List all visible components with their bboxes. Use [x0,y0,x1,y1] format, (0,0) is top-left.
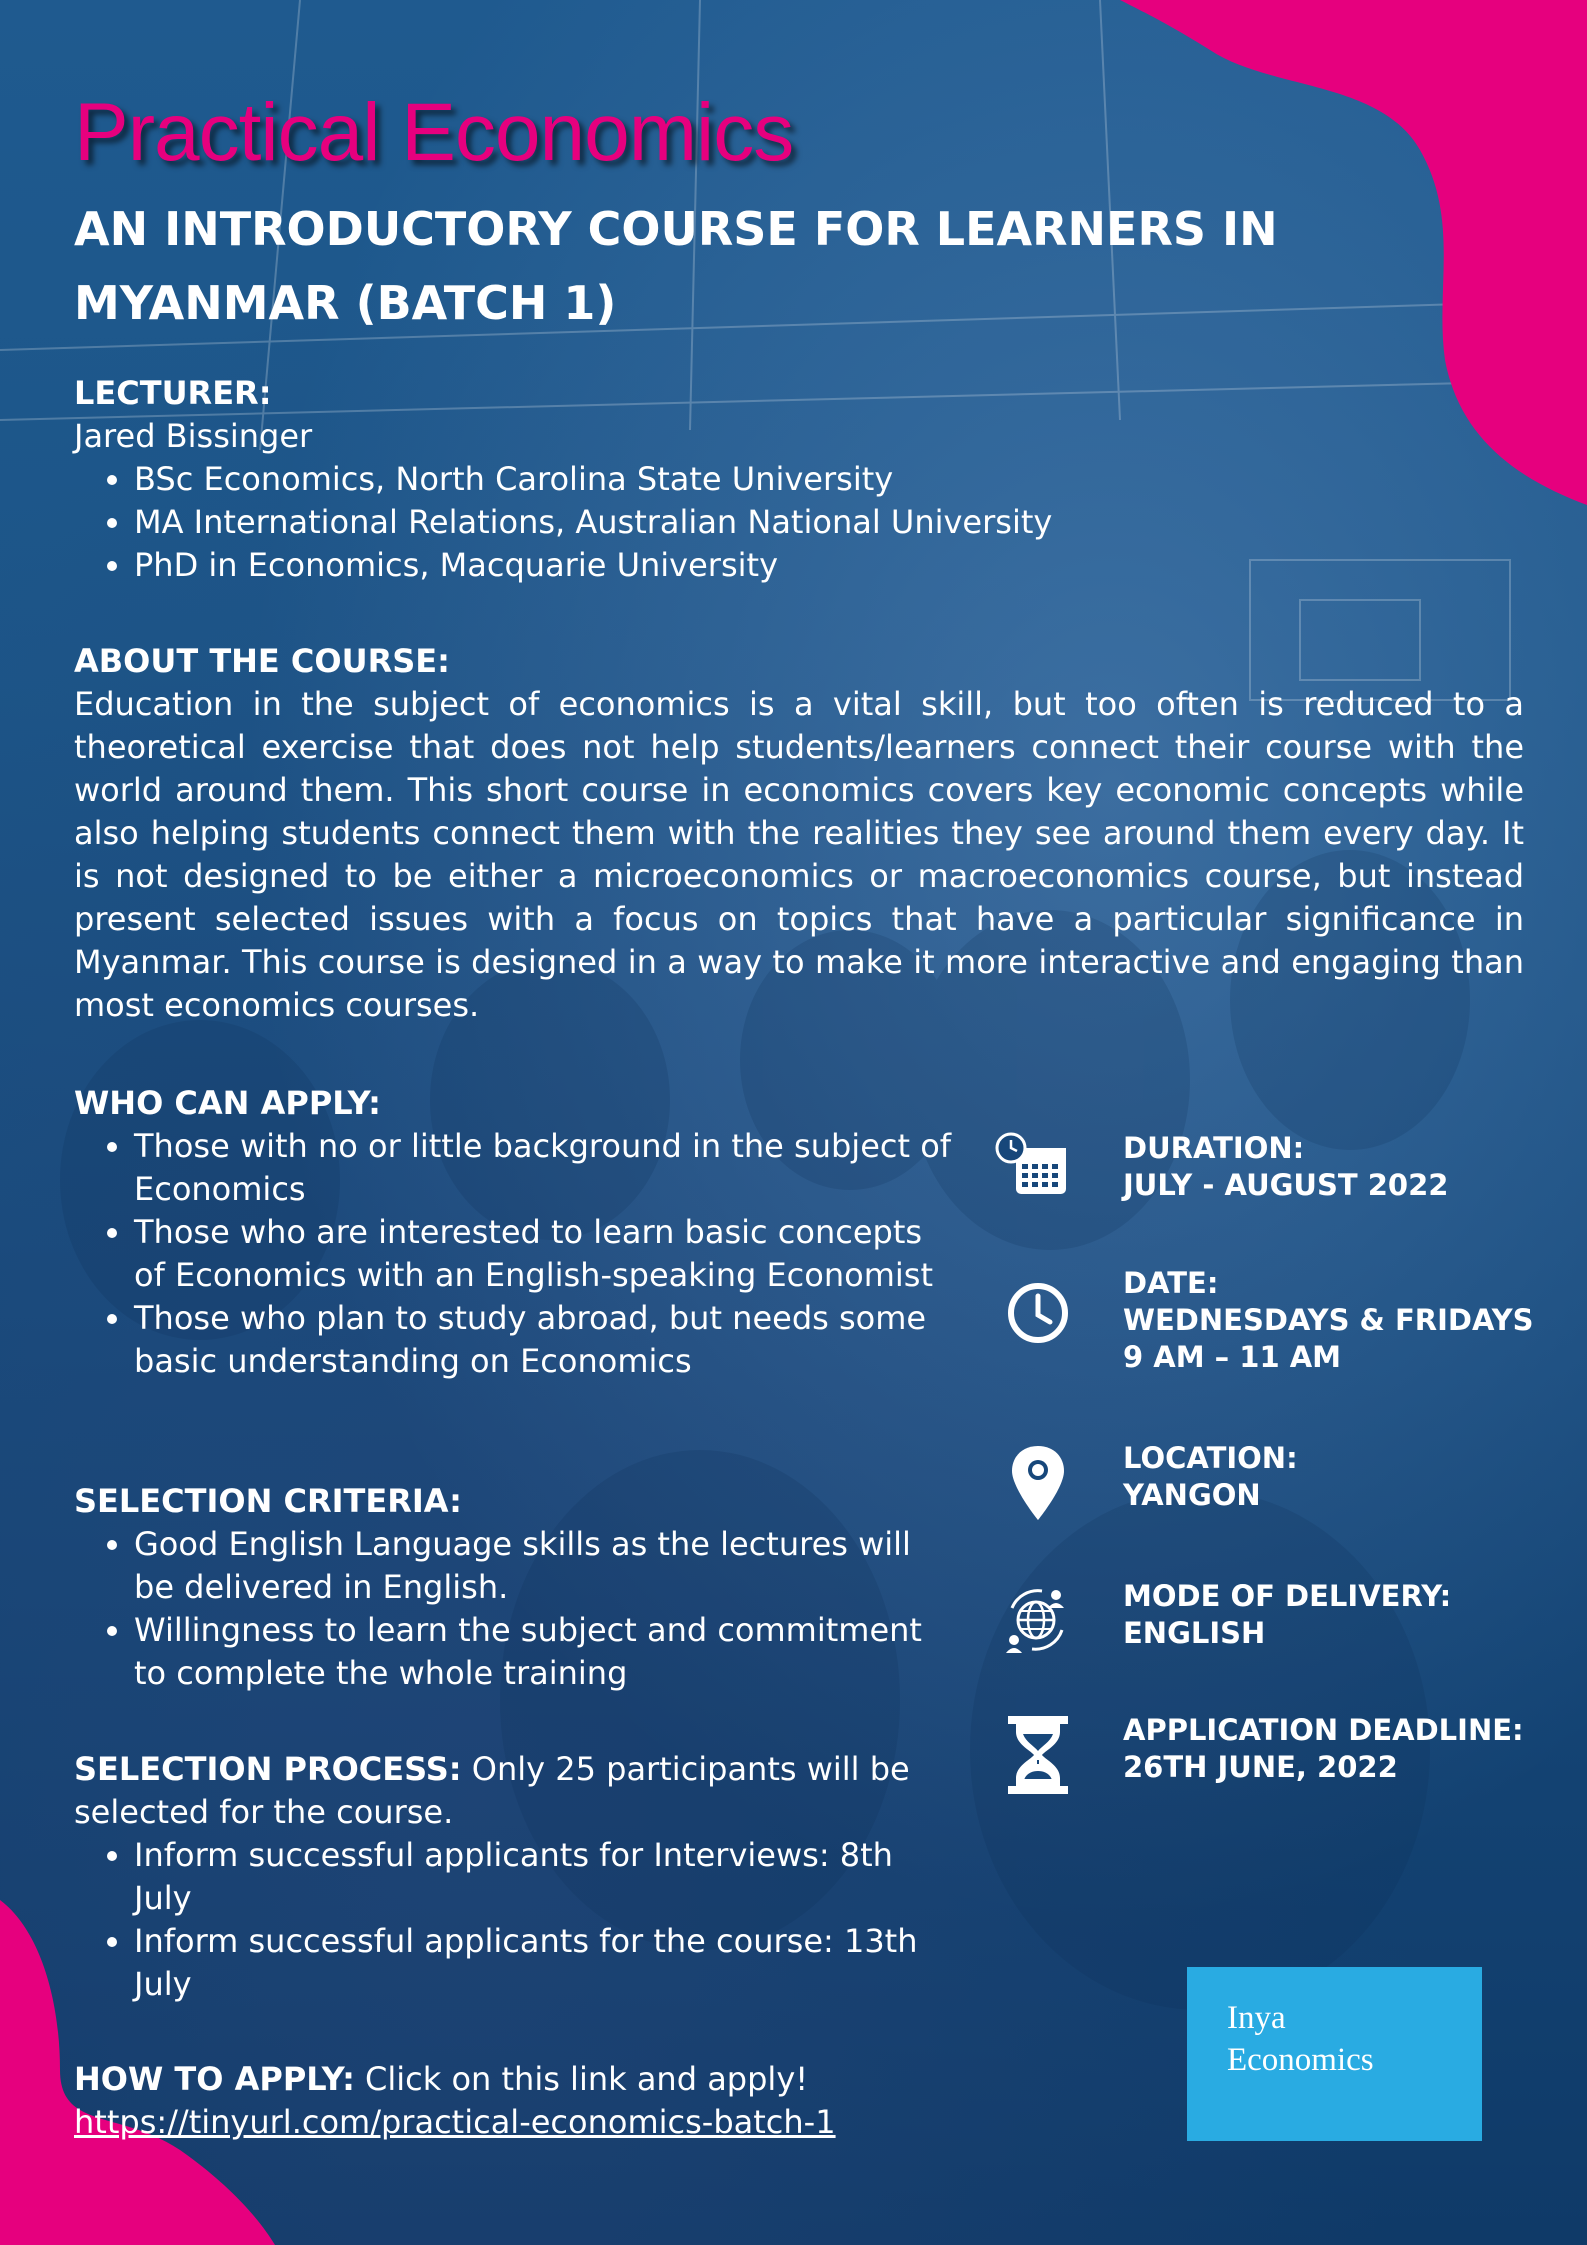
hourglass-icon [990,1712,1080,1802]
location-value: YANGON [1123,1478,1261,1512]
list-item: • Inform successful applicants for the course: 13th July [134,1920,954,2006]
who-can-apply-section [74,1082,954,1383]
location-text [1123,1440,1298,1514]
about-text: Education in the subject of economics is a vital skill, but too often is reduced to a theoretical exercise that does not help students/learners connect their course with the world around them. This short course in economics covers key economic concepts while also helping students connect them with the realities they see around them every day. It is not designed to be either a microeconomics or macroeconomics course, but instead present selected issues with a focus on topics that have a particular significance in Myanmar. This course is designed in a way to make it more interactive and engaging than most economics courses. [74,685,1524,1024]
duration-label: DURATION: [1123,1131,1305,1165]
deadline-value: 26TH JUNE, 2022 [1123,1750,1398,1784]
list-item: • Those who plan to study abroad, but needs some basic understanding on Economics [134,1297,954,1383]
location-label: LOCATION: [1123,1441,1298,1475]
who-can-apply-heading: WHO CAN APPLY: [74,1084,381,1122]
list-item: • MA International Relations, Australian National University [134,501,1052,544]
list-item: • BSc Economics, North Carolina State University [134,458,1052,501]
how-to-apply-heading: HOW TO APPLY: [74,2060,355,2098]
selection-criteria-section [74,1480,954,1695]
about-section [74,640,1524,1027]
page-title: Practical Economics [74,87,794,178]
duration-text [1123,1130,1448,1204]
list-item: • PhD in Economics, Macquarie University [134,544,1052,587]
apply-link[interactable]: https://tinyurl.com/practical-economics-batch-1 [74,2103,836,2141]
selection-process-text: Only 25 participants will be selected for the course. [74,1750,910,1831]
lecturer-heading: LECTURER: [74,374,272,412]
list-item: • Willingness to learn the subject and commitment to complete the whole training [134,1609,954,1695]
lecturer-section [74,372,1052,587]
lecturer-credentials [74,458,1052,587]
selection-process-section [74,1748,954,2006]
deadline-text [1123,1712,1524,1786]
list-item: • Inform successful applicants for Interviews: 8th July [134,1834,954,1920]
list-item: • Those with no or little background in the subject of Economics [134,1125,954,1211]
list-item: • Those who are interested to learn basic concepts of Economics with an English-speaking Economist [134,1211,954,1297]
mode-label: MODE OF DELIVERY: [1123,1579,1452,1613]
selection-process-list [74,1834,954,2006]
list-item: • Good English Language skills as the lectures will be delivered in English. [134,1523,954,1609]
selection-process-intro [74,1748,954,1834]
how-to-apply-intro [74,2058,1074,2101]
mode-text [1123,1578,1451,1652]
deadline-label: APPLICATION DEADLINE: [1123,1713,1524,1747]
lecturer-name: Jared Bissinger [74,417,313,455]
clock-icon [990,1270,1080,1360]
who-can-apply-list [74,1125,954,1383]
inya-economics-logo [1187,1967,1482,2141]
logo-text [1227,1997,1374,2081]
page-subtitle: AN INTRODUCTORY COURSE FOR LEARNERS IN MYANMAR (BATCH 1) [74,202,1278,330]
logo-line-2: Economics [1227,2042,1374,2078]
logo-line-1: Inya [1227,2000,1286,2036]
selection-criteria-heading: SELECTION CRITERIA: [74,1482,462,1520]
selection-process-heading: SELECTION PROCESS: [74,1750,462,1788]
how-to-apply-section [74,2058,1074,2144]
date-label: DATE: [1123,1266,1219,1300]
selection-criteria-list [74,1523,954,1695]
date-text [1123,1265,1534,1376]
date-value: WEDNESDAYS & FRIDAYS [1123,1303,1534,1337]
duration-value: JULY - AUGUST 2022 [1123,1168,1449,1202]
location-pin-icon [990,1440,1080,1530]
globe-people-icon [990,1578,1080,1668]
time-value: 9 AM – 11 AM [1123,1340,1342,1374]
about-heading: ABOUT THE COURSE: [74,642,450,680]
how-to-apply-text: Click on this link and apply! [354,2060,809,2098]
mode-value: ENGLISH [1123,1616,1266,1650]
calendar-clock-icon [990,1130,1080,1220]
